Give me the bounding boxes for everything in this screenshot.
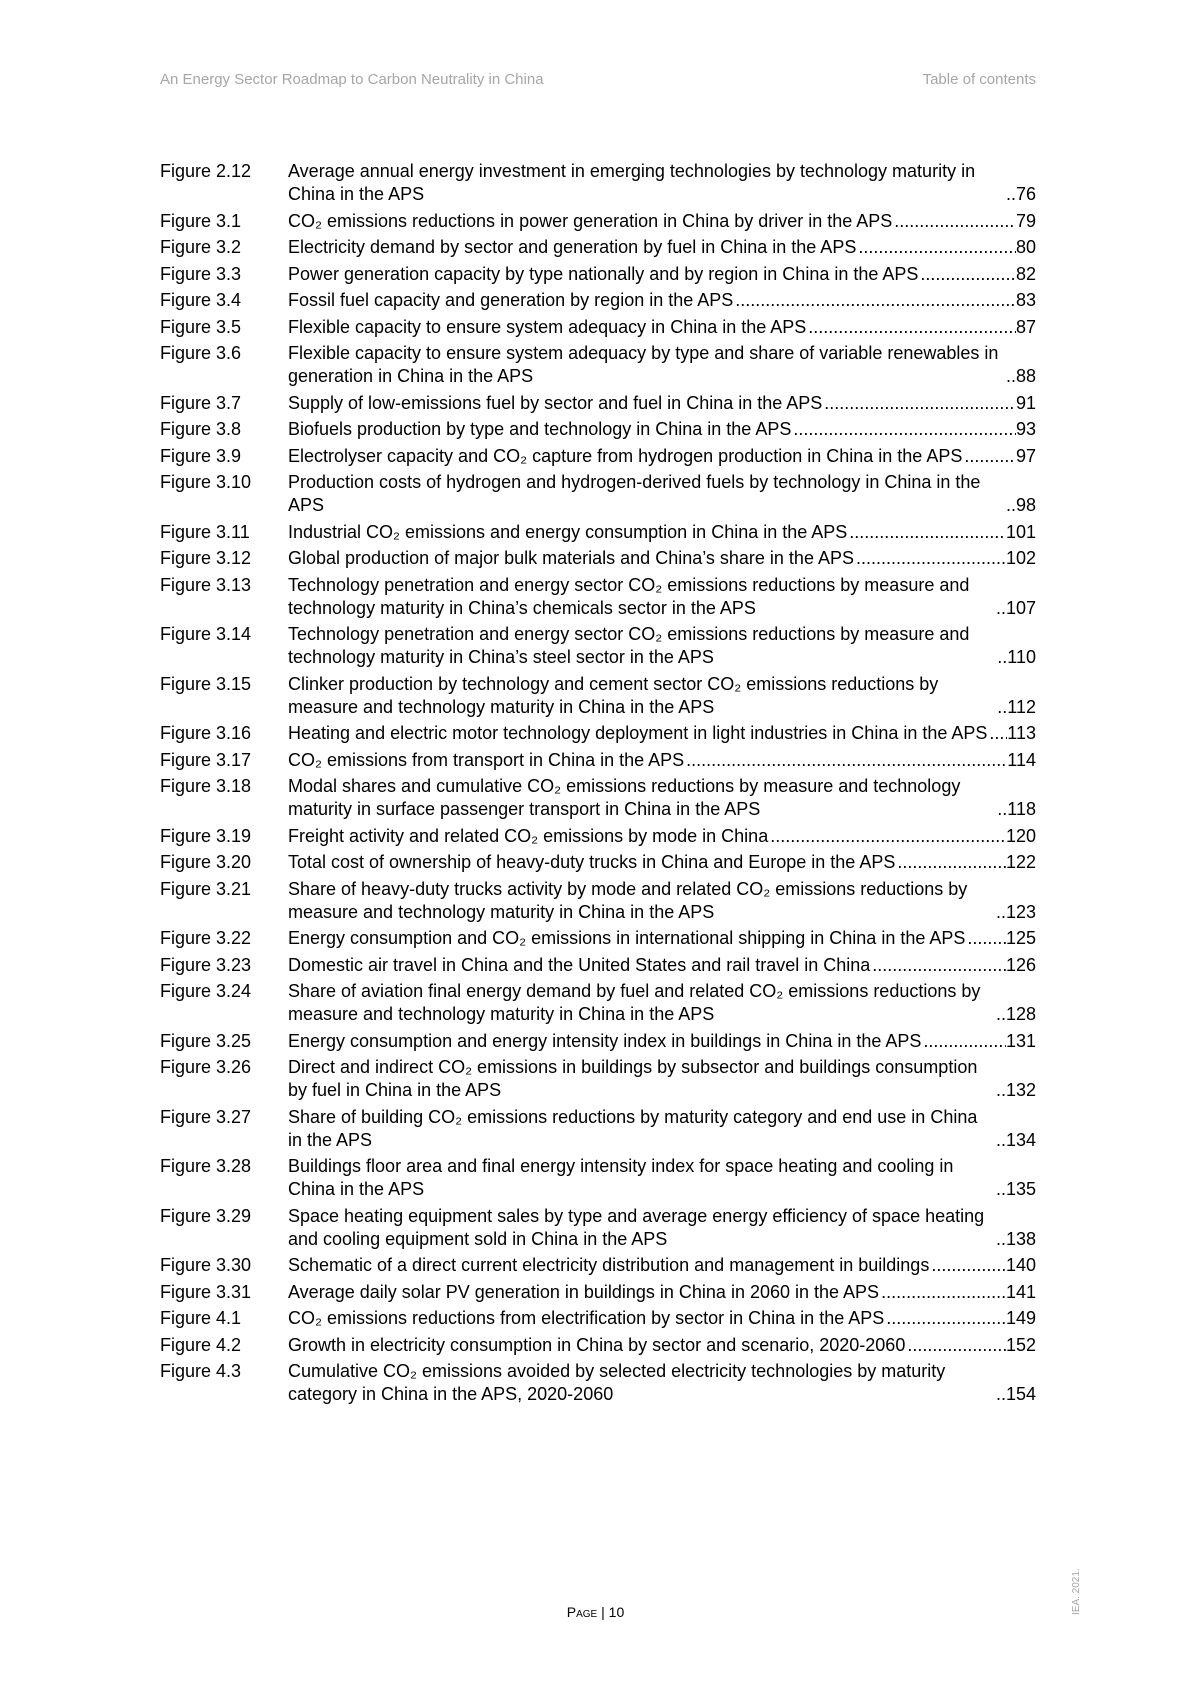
figure-label: Figure 3.16 — [160, 723, 252, 743]
dot-leader — [768, 825, 1006, 848]
figure-page-number: 76 — [1015, 184, 1036, 204]
figure-page-number: 152 — [1005, 1334, 1036, 1355]
figure-entry-text — [288, 623, 1036, 669]
figure-page-number: 141 — [1005, 1281, 1036, 1302]
figure-title: Space heating equipment sales by type and average energy efficiency of space heating and cooling equipment sold in China in the APS — [288, 1205, 985, 1249]
figure-title: Heating and electric motor technology deployment in light industries in China in the APS — [288, 723, 988, 743]
figure-page-number: 123 — [1005, 901, 1036, 922]
toc-entry[interactable] — [160, 574, 1036, 620]
figure-title: Share of building CO₂ emissions reductions by maturity category and end use in China in the APS — [288, 1106, 978, 1150]
figure-label: Figure 3.17 — [160, 749, 252, 770]
figure-entry-text — [288, 1360, 1036, 1406]
figure-page-number: 88 — [1015, 366, 1036, 386]
figure-title: Cumulative CO₂ emissions avoided by selected electricity technologies by maturity category in China in the APS, 2020-2060 — [288, 1361, 946, 1404]
figure-page-number: 128 — [1005, 1004, 1036, 1024]
figure-label: Figure 3.11 — [160, 521, 250, 542]
figure-title: Electricity demand by sector and generation by fuel in China in the APS — [288, 237, 857, 257]
figure-title: Direct and indirect CO₂ emissions in buildings by subsector and buildings consumption by fuel in China in the APS — [288, 1057, 978, 1100]
dot-leader — [684, 749, 1007, 772]
dot-leader — [1004, 494, 1016, 517]
figure-entry-text — [288, 342, 1036, 388]
figure-title: Total cost of ownership of heavy-duty trucks in China and Europe in the APS — [288, 852, 896, 872]
dot-leader — [994, 901, 1006, 924]
figure-label: Figure 3.22 — [160, 928, 252, 948]
figure-title: Freight activity and related CO₂ emissions by mode in China — [288, 825, 769, 846]
figure-entry-text — [288, 236, 1036, 259]
toc-entry[interactable] — [160, 749, 1036, 772]
figure-title: Industrial CO₂ emissions and energy consumption in China in the APS — [288, 521, 848, 542]
figure-entry-text — [288, 722, 1036, 745]
figure-label: Figure 3.25 — [160, 1030, 252, 1051]
figure-entry-text — [288, 392, 1036, 415]
figure-entry-text — [288, 1334, 1036, 1357]
figure-page-number: 134 — [1005, 1129, 1036, 1150]
dot-leader — [994, 1079, 1006, 1102]
figure-label: Figure 3.26 — [160, 1057, 252, 1077]
dot-leader — [962, 445, 1016, 468]
dot-leader — [918, 263, 1016, 286]
toc-entry[interactable] — [160, 445, 1036, 468]
dot-leader — [870, 954, 1006, 977]
figure-label: Figure 3.23 — [160, 954, 252, 975]
toc-entry[interactable] — [160, 1155, 1036, 1201]
figure-title: Fossil fuel capacity and generation by region in the APS — [288, 290, 734, 310]
dot-leader — [1004, 365, 1016, 388]
figure-page-number: 82 — [1015, 263, 1036, 284]
toc-entry[interactable] — [160, 1307, 1036, 1330]
figure-page-number: 79 — [1015, 210, 1036, 231]
figure-page-number: 113 — [1007, 723, 1036, 743]
toc-entry[interactable] — [160, 1360, 1036, 1406]
figure-title: Share of aviation final energy demand by fuel and related CO₂ emissions reductions by measure and technology maturity in China in the APS — [288, 981, 981, 1024]
figure-entry-text — [288, 574, 1036, 620]
dot-leader — [994, 1003, 1006, 1026]
figure-entry-text — [288, 1030, 1036, 1053]
toc-entry[interactable] — [160, 289, 1036, 312]
dot-leader — [905, 1334, 1006, 1357]
figure-page-number: 138 — [1005, 1228, 1036, 1249]
toc-entry[interactable] — [160, 418, 1036, 441]
figure-entry-text — [288, 289, 1036, 312]
figure-label: Figure 3.13 — [160, 574, 252, 595]
figure-label: Figure 3.15 — [160, 673, 252, 694]
figure-page-number: 112 — [1007, 696, 1036, 717]
figure-entry-text — [288, 471, 1036, 517]
figure-entry-text — [288, 1205, 1036, 1251]
figure-page-number: 87 — [1015, 316, 1036, 337]
figure-label: Figure 3.12 — [160, 548, 252, 568]
figure-title: Flexible capacity to ensure system adequacy by type and share of variable renewables in generation in China in the APS — [288, 343, 999, 386]
figure-page-number: 122 — [1005, 852, 1036, 872]
figure-entry-text — [288, 160, 1036, 206]
figure-title: Biofuels production by type and technology in China in the APS — [288, 419, 792, 439]
figure-page-number: 101 — [1005, 521, 1036, 542]
figure-label: Figure 3.20 — [160, 852, 252, 872]
dot-leader — [791, 418, 1016, 441]
figure-title: Share of heavy-duty trucks activity by mode and related CO₂ emissions reductions by measure and technology maturity in China in the APS — [288, 878, 968, 922]
toc-entry[interactable] — [160, 825, 1036, 848]
toc-entry[interactable] — [160, 1205, 1036, 1251]
toc-entry[interactable] — [160, 210, 1036, 233]
toc-entry[interactable] — [160, 673, 1036, 719]
dot-leader — [847, 521, 1006, 544]
figure-entry-text — [288, 418, 1036, 441]
dot-leader — [995, 646, 1007, 669]
figure-title: Average annual energy investment in emerging technologies by technology maturity in China in the APS — [288, 161, 976, 204]
figure-title: Buildings floor area and final energy intensity index for space heating and cooling in China in the APS — [288, 1156, 954, 1199]
toc-entry[interactable] — [160, 980, 1036, 1026]
list-of-figures — [160, 160, 1036, 1410]
toc-entry[interactable] — [160, 1106, 1036, 1152]
toc-entry[interactable] — [160, 263, 1036, 286]
figure-title: Flexible capacity to ensure system adequacy in China in the APS — [288, 316, 807, 337]
toc-entry[interactable] — [160, 471, 1036, 517]
dot-leader — [995, 798, 1007, 821]
figure-label: Figure 3.18 — [160, 776, 252, 796]
figure-title: Technology penetration and energy sector CO₂ emissions reductions by measure and technology maturity in China’s chemicals sector in the APS — [288, 574, 970, 618]
figure-title: Technology penetration and energy sector CO₂ emissions reductions by measure and technology maturity in China’s steel sector in the APS — [288, 624, 970, 667]
figure-entry-text — [288, 1307, 1036, 1330]
dot-leader — [856, 236, 1016, 259]
toc-entry[interactable] — [160, 236, 1036, 259]
figure-title: Production costs of hydrogen and hydrogen-derived fuels by technology in China in the APS — [288, 472, 981, 515]
figure-label: Figure 3.29 — [160, 1205, 252, 1226]
figure-title: CO₂ emissions from transport in China in the APS — [288, 749, 685, 770]
figure-title: Power generation capacity by type nationally and by region in China in the APS — [288, 263, 919, 284]
figure-entry-text — [288, 521, 1036, 544]
toc-entry[interactable] — [160, 775, 1036, 821]
page-word: Page — [566, 1604, 598, 1620]
dot-leader — [987, 722, 1007, 745]
figure-label: Figure 3.27 — [160, 1106, 252, 1127]
toc-entry[interactable] — [160, 1281, 1036, 1304]
toc-entry[interactable] — [160, 521, 1036, 544]
figure-label: Figure 3.2 — [160, 237, 242, 257]
dot-leader — [995, 696, 1007, 719]
dot-leader — [994, 1129, 1006, 1152]
figure-entry-text — [288, 775, 1036, 821]
copyright-notice: IEA. 2021. — [1071, 1568, 1082, 1615]
figure-label: Figure 3.8 — [160, 419, 242, 439]
figure-page-number: 140 — [1005, 1255, 1036, 1275]
figure-entry-text — [288, 749, 1036, 772]
figure-page-number: 120 — [1005, 825, 1036, 846]
document-title: An Energy Sector Roadmap to Carbon Neutrality in China — [160, 71, 544, 88]
figure-entry-text — [288, 547, 1036, 570]
figure-entry-text — [288, 263, 1036, 286]
dot-leader — [879, 1281, 1006, 1304]
figure-label: Figure 3.14 — [160, 624, 252, 644]
figure-page-number: 132 — [1005, 1080, 1036, 1100]
figure-label: Figure 3.3 — [160, 263, 242, 284]
figure-entry-text — [288, 673, 1036, 719]
toc-entry[interactable] — [160, 1030, 1036, 1053]
section-title: Table of contents — [922, 71, 1036, 88]
figure-label: Figure 3.6 — [160, 343, 242, 363]
dot-leader — [994, 1228, 1006, 1251]
toc-entry[interactable] — [160, 1056, 1036, 1102]
figure-entry-text — [288, 1106, 1036, 1152]
figure-label: Figure 3.30 — [160, 1255, 252, 1275]
figure-title: Growth in electricity consumption in China by sector and scenario, 2020-2060 — [288, 1334, 906, 1355]
figure-label: Figure 3.19 — [160, 825, 252, 846]
toc-entry[interactable] — [160, 160, 1036, 206]
figure-title: Energy consumption and energy intensity index in buildings in China in the APS — [288, 1030, 922, 1051]
figure-entry-text — [288, 1155, 1036, 1201]
figure-label: Figure 3.7 — [160, 392, 242, 413]
figure-page-number: 93 — [1015, 419, 1036, 439]
toc-entry[interactable] — [160, 392, 1036, 415]
figure-page-number: 154 — [1005, 1384, 1036, 1404]
figure-entry-text — [288, 445, 1036, 468]
figure-title: Clinker production by technology and cement sector CO₂ emissions reductions by measure and technology maturity in China in the APS — [288, 673, 939, 717]
figure-title: Supply of low-emissions fuel by sector and fuel in China in the APS — [288, 392, 823, 413]
figure-label: Figure 2.12 — [160, 161, 252, 181]
figure-title: CO₂ emissions reductions in power generation in China by driver in the APS — [288, 210, 893, 231]
dot-leader — [921, 1030, 1006, 1053]
figure-entry-text — [288, 316, 1036, 339]
figure-entry-text — [288, 927, 1036, 950]
figure-label: Figure 3.1 — [160, 210, 242, 231]
figure-page-number: 125 — [1005, 928, 1036, 948]
figure-page-number: 135 — [1005, 1179, 1036, 1199]
figure-page-number: 118 — [1007, 799, 1036, 819]
page-number: 10 — [608, 1604, 625, 1620]
figure-page-number: 107 — [1005, 597, 1036, 618]
toc-entry[interactable] — [160, 954, 1036, 977]
figure-page-number: 114 — [1007, 749, 1036, 770]
dot-leader — [806, 316, 1016, 339]
figure-page-number: 97 — [1015, 445, 1036, 466]
figure-label: Figure 3.28 — [160, 1156, 252, 1176]
figure-entry-text — [288, 1281, 1036, 1304]
running-header — [160, 71, 1036, 88]
figure-page-number: 91 — [1015, 392, 1036, 413]
figure-label: Figure 3.10 — [160, 472, 252, 492]
figure-entry-text — [288, 825, 1036, 848]
figure-page-number: 83 — [1015, 290, 1036, 310]
toc-entry[interactable] — [160, 851, 1036, 874]
dot-leader — [929, 1254, 1006, 1277]
figure-label: Figure 3.5 — [160, 316, 242, 337]
figure-label: Figure 4.3 — [160, 1361, 242, 1381]
figure-entry-text — [288, 980, 1036, 1026]
figure-title: Schematic of a direct current electricity distribution and management in buildings — [288, 1255, 930, 1275]
toc-entry[interactable] — [160, 342, 1036, 388]
figure-title: Electrolyser capacity and CO₂ capture from hydrogen production in China in the APS — [288, 445, 963, 466]
figure-page-number: 126 — [1005, 954, 1036, 975]
figure-page-number: 98 — [1015, 495, 1036, 515]
toc-entry[interactable] — [160, 927, 1036, 950]
figure-entry-text — [288, 954, 1036, 977]
page-separator: | — [601, 1604, 605, 1620]
dot-leader — [822, 392, 1016, 415]
dot-leader — [965, 927, 1006, 950]
toc-entry[interactable] — [160, 547, 1036, 570]
dot-leader — [892, 210, 1016, 233]
dot-leader — [994, 1178, 1006, 1201]
figure-label: Figure 4.2 — [160, 1334, 242, 1355]
figure-page-number: 80 — [1015, 237, 1036, 257]
dot-leader — [1004, 183, 1016, 206]
dot-leader — [854, 547, 1006, 570]
figure-entry-text — [288, 1056, 1036, 1102]
figure-title: CO₂ emissions reductions from electrification by sector in China in the APS — [288, 1308, 885, 1328]
toc-entry[interactable] — [160, 623, 1036, 669]
figure-entry-text — [288, 878, 1036, 924]
toc-entry[interactable] — [160, 1254, 1036, 1277]
toc-entry[interactable] — [160, 316, 1036, 339]
figure-label: Figure 3.21 — [160, 878, 252, 899]
figure-page-number: 102 — [1005, 548, 1036, 568]
figure-title: Global production of major bulk materials and China’s share in the APS — [288, 548, 854, 568]
figure-page-number: 110 — [1007, 647, 1036, 667]
figure-label: Figure 3.31 — [160, 1281, 252, 1302]
figure-title: Energy consumption and CO₂ emissions in international shipping in China in the APS — [288, 928, 966, 948]
dot-leader — [994, 1383, 1006, 1406]
toc-entry[interactable] — [160, 722, 1036, 745]
figure-title: Domestic air travel in China and the United States and rail travel in China — [288, 954, 871, 975]
figure-label: Figure 4.1 — [160, 1308, 242, 1328]
dot-leader — [994, 597, 1006, 620]
figure-title: Modal shares and cumulative CO₂ emissions reductions by measure and technology maturity in surface passenger transport in China in the APS — [288, 776, 961, 819]
toc-entry[interactable] — [160, 1334, 1036, 1357]
figure-entry-text — [288, 210, 1036, 233]
figure-title: Average daily solar PV generation in buildings in China in 2060 in the APS — [288, 1281, 880, 1302]
figure-label: Figure 3.24 — [160, 981, 252, 1001]
figure-page-number: 131 — [1005, 1030, 1036, 1051]
dot-leader — [884, 1307, 1006, 1330]
figure-label: Figure 3.9 — [160, 445, 242, 466]
figure-label: Figure 3.4 — [160, 290, 242, 310]
figure-page-number: 149 — [1005, 1308, 1036, 1328]
dot-leader — [733, 289, 1016, 312]
figure-entry-text — [288, 851, 1036, 874]
dot-leader — [895, 851, 1006, 874]
figure-entry-text — [288, 1254, 1036, 1277]
toc-entry[interactable] — [160, 878, 1036, 924]
page-footer — [0, 1604, 1191, 1620]
